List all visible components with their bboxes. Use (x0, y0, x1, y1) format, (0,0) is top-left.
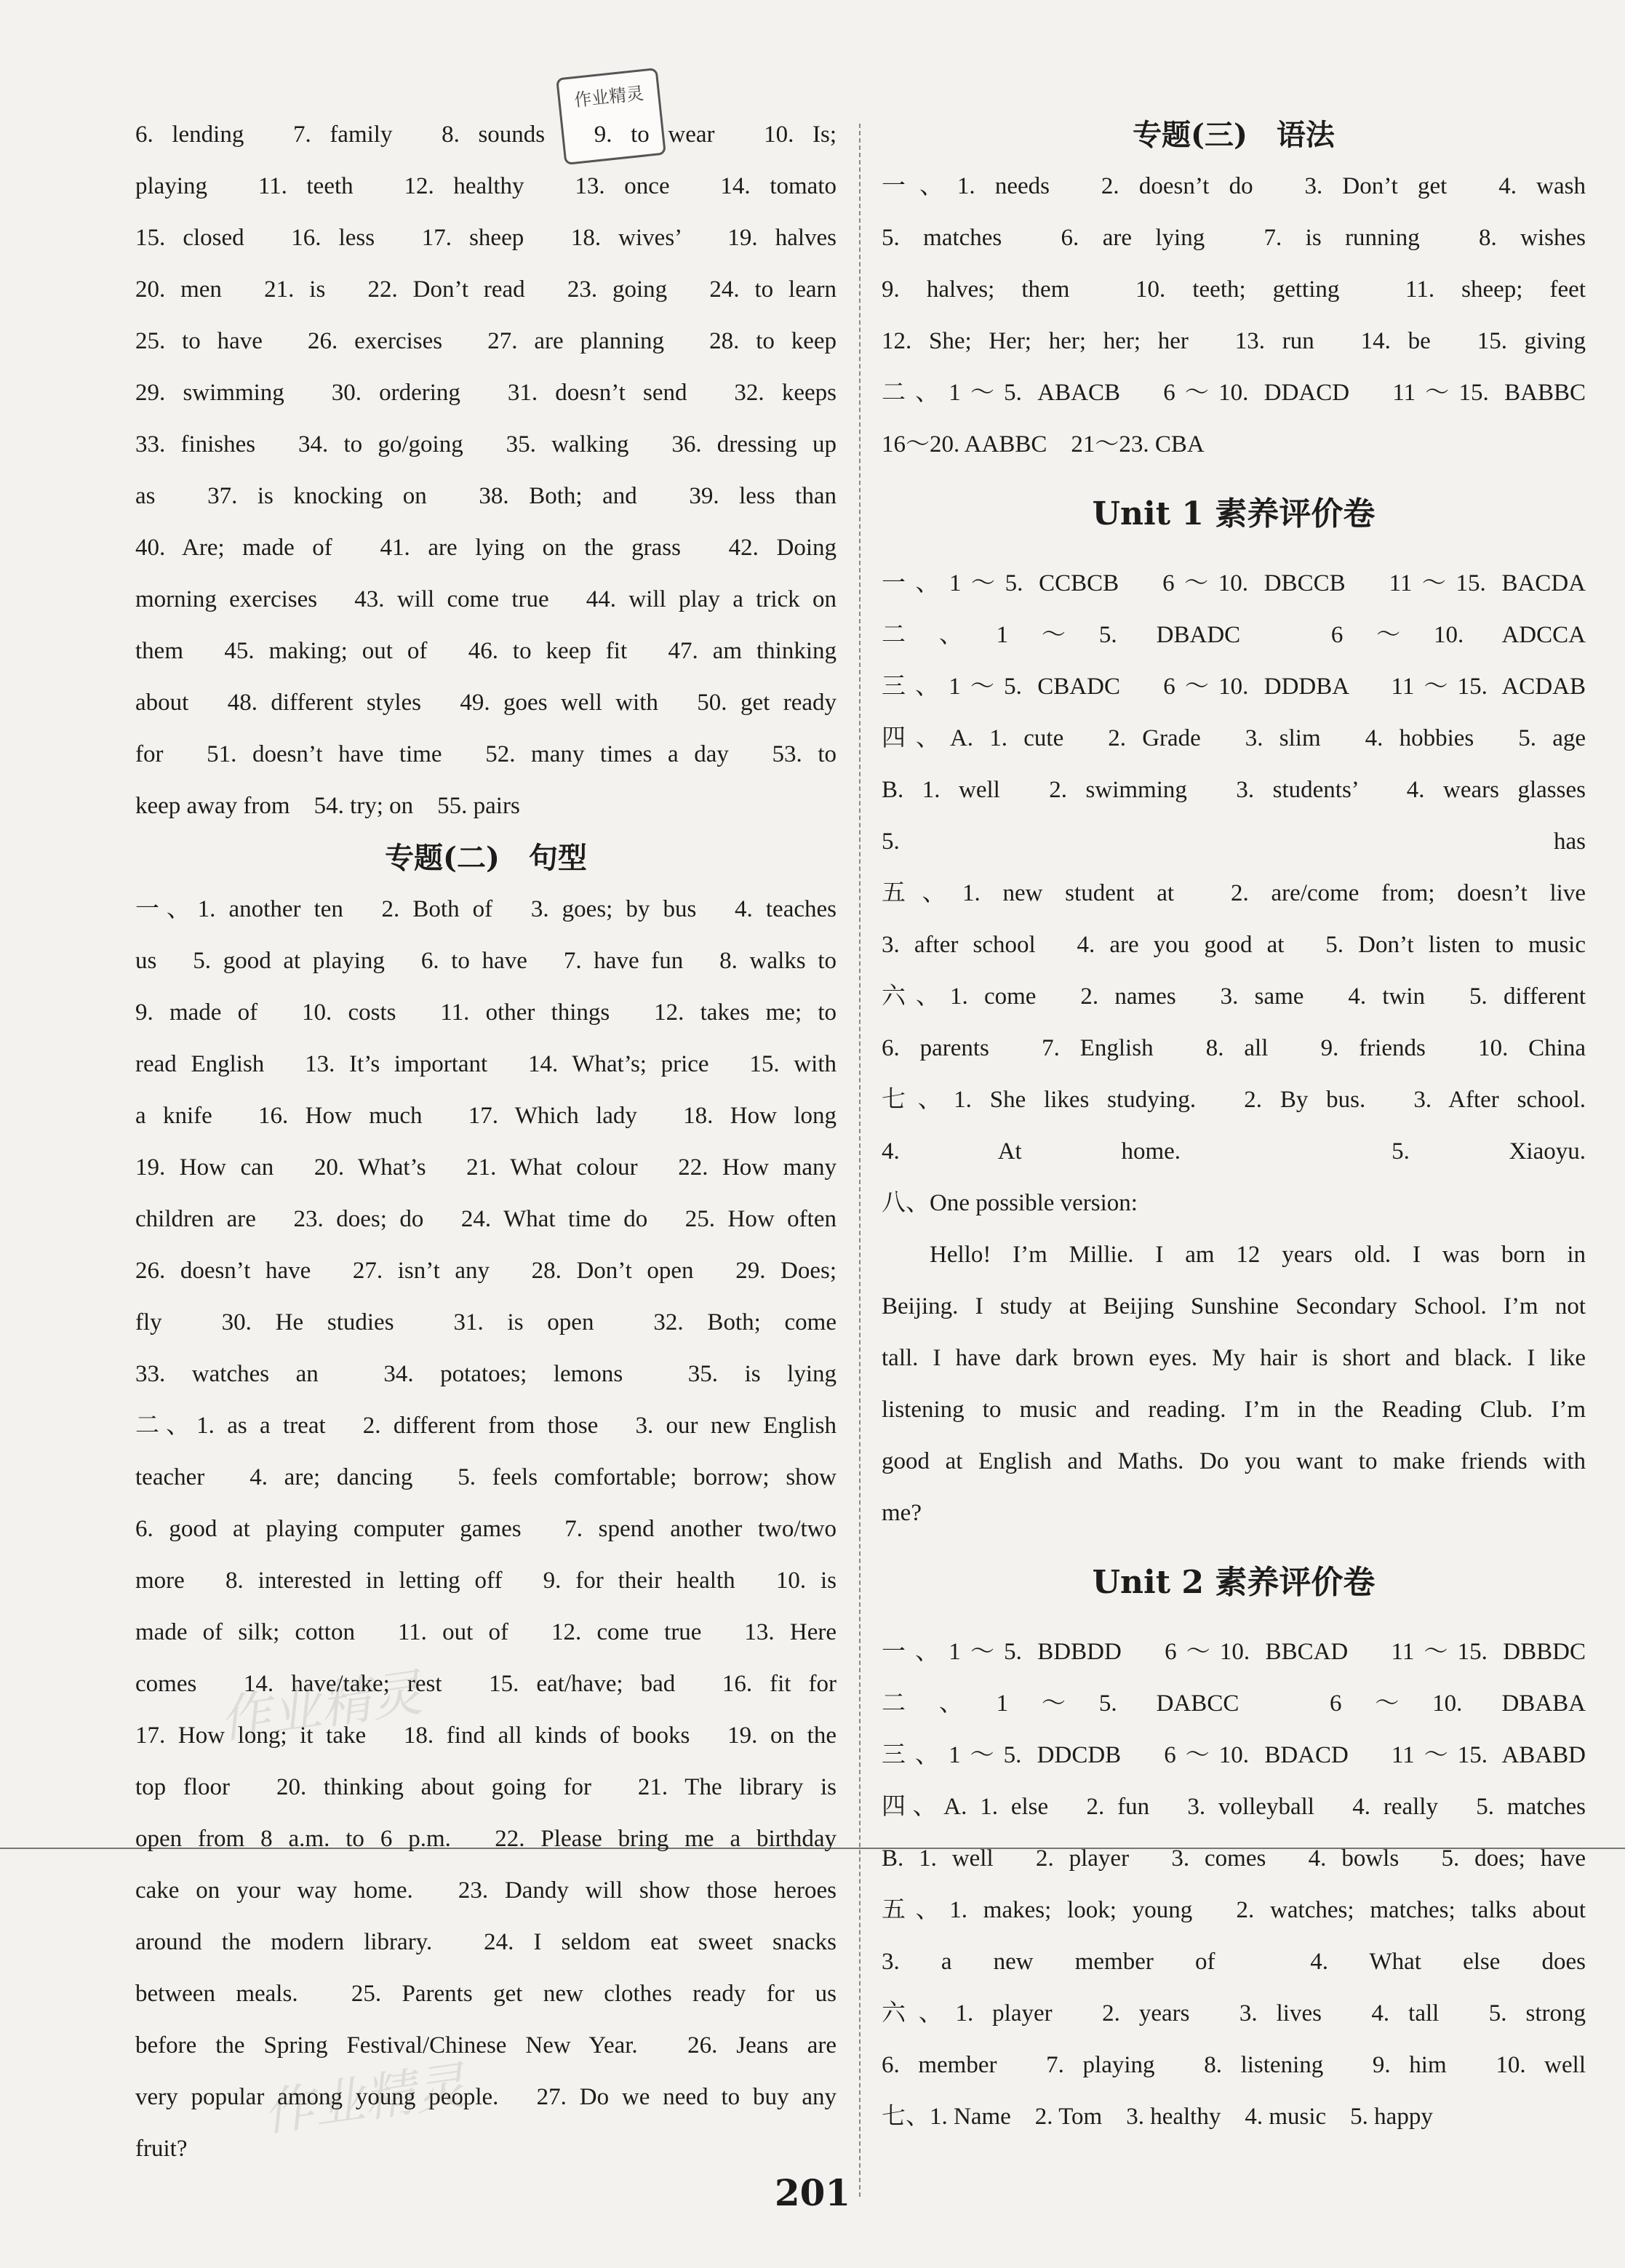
answer-line: more 8. interested in letting off 9. for their health 10. is (135, 1568, 837, 1594)
answer-line: very popular among young people. 27. Do we need to buy any (135, 2084, 837, 2110)
answer-line: read English 13. It’s important 14. What’s; price 15. with (135, 1051, 837, 1077)
answer-line: 33. watches an 34. potatoes; lemons 35. is lying (135, 1361, 837, 1387)
heading-sentence-patterns: 专题(二) 句型 (385, 841, 587, 875)
unit2-answers (882, 1626, 1586, 2143)
answer-line: 29. swimming 30. ordering 31. doesn’t send 32. keeps (135, 380, 837, 406)
page-number: 201 (774, 2171, 851, 2214)
answer-line: B. 1. well 2. player 3. comes 4. bowls 5. does; have (882, 1845, 1586, 1872)
answer-line: comes 14. have/take; rest 15. eat/have; bad 16. fit for (135, 1671, 837, 1697)
answer-line: for 51. doesn’t have time 52. many times a day 53. to (135, 741, 837, 767)
left-top-answers (135, 109, 837, 832)
unit1-answers (882, 558, 1586, 1229)
answer-line: fruit? (135, 2136, 188, 2162)
answer-line: 20. men 21. is 22. Don’t read 23. going 24. to learn (135, 276, 837, 303)
heading-grammar: 专题(三) 语法 (1133, 118, 1335, 152)
answer-line: 3. a new member of 4. What else does (882, 1949, 1586, 1975)
answer-line: 七、1. Name 2. Tom 3. healthy 4. music 5. happy (882, 2104, 1433, 2130)
answer-line: 三、1～5. DDCDB 6～10. BDACD 11～15. ABABD (882, 1742, 1586, 1768)
heading-unit2: Unit 2 素养评价卷 (1092, 1564, 1376, 1601)
watermark: 作业精灵 (215, 1662, 426, 1751)
answer-line: Beijing. I study at Beijing Sunshine Secondary School. I’m not (882, 1293, 1586, 1319)
left-bottom-answers (135, 884, 837, 2175)
answer-line: 6. good at playing computer games 7. spend another two/two (135, 1516, 837, 1542)
answer-line: Hello! I’m Millie. I am 12 years old. I was born in (930, 1242, 1586, 1268)
answer-line: 六、1. player 2. years 3. lives 4. tall 5. strong (882, 2000, 1586, 2027)
answer-line: us 5. good at playing 6. to have 7. have fun 8. walks to (135, 948, 837, 974)
answer-line: listening to music and reading. I’m in the Reading Club. I’m (882, 1397, 1586, 1423)
answer-line: 六、1. come 2. names 3. same 4. twin 5. different (882, 983, 1586, 1010)
answer-line: open from 8 a.m. to 6 p.m. 22. Please bring me a birthday (135, 1826, 837, 1852)
answer-line: 15. closed 16. less 17. sheep 18. wives’ 19. halves (135, 225, 837, 251)
answer-line: 三、1～5. CBADC 6～10. DDDBA 11～15. ACDAB (882, 674, 1586, 700)
answer-line: teacher 4. are; dancing 5. feels comfortable; borrow; show (135, 1464, 837, 1490)
answer-line: 12. She; Her; her; her; her 13. run 14. be 15. giving (882, 328, 1586, 354)
answer-line: 一、1. needs 2. doesn’t do 3. Don’t get 4. wash (882, 173, 1586, 199)
answer-line: 9. made of 10. costs 11. other things 12. takes me; to (135, 999, 837, 1026)
answer-line: them 45. making; out of 46. to keep fit 47. am thinking (135, 638, 837, 664)
answer-line: 5. has (882, 828, 1586, 855)
answer-line: 二、1～5. DBADC 6～10. ADCCA (882, 622, 1586, 648)
answer-line: 26. doesn’t have 27. isn’t any 28. Don’t open 29. Does; (135, 1258, 837, 1284)
answer-line: around the modern library. 24. I seldom eat sweet snacks (135, 1929, 837, 1955)
answer-line: B. 1. well 2. swimming 3. students’ 4. wears glasses (882, 777, 1586, 803)
answer-line: cake on your way home. 23. Dandy will show those heroes (135, 1877, 837, 1904)
answer-line: 9. halves; them 10. teeth; getting 11. sheep; feet (882, 276, 1586, 303)
answer-line: 16～20. AABBC 21～23. CBA (882, 431, 1205, 458)
answer-line: before the Spring Festival/Chinese New Year. 26. Jeans are (135, 2032, 837, 2059)
answer-line: 3. after school 4. are you good at 5. Don’t listen to music (882, 932, 1586, 958)
answer-line: between meals. 25. Parents get new clothes ready for us (135, 1981, 837, 2007)
unit1-essay (882, 1229, 1586, 1539)
column-divider (859, 124, 861, 2197)
answer-line: 四、A. 1. cute 2. Grade 3. slim 4. hobbies 5. age (882, 725, 1586, 751)
left-column (135, 109, 837, 2175)
answer-line: 40. Are; made of 41. are lying on the grass 42. Doing (135, 535, 837, 561)
answer-line: as 37. is knocking on 38. Both; and 39. less than (135, 483, 837, 509)
answer-line: 25. to have 26. exercises 27. are planning 28. to keep (135, 328, 837, 354)
answer-line: good at English and Maths. Do you want to make friends with (882, 1448, 1586, 1474)
answer-line: 6. parents 7. English 8. all 9. friends 10. China (882, 1035, 1586, 1061)
answer-line: playing 11. teeth 12. healthy 13. once 14. tomato (135, 173, 837, 199)
answer-line: 17. How long; it take 18. find all kinds of books 19. on the (135, 1722, 837, 1749)
answer-line: 一、1. another ten 2. Both of 3. goes; by bus 4. teaches (135, 896, 837, 922)
heading-unit1: Unit 1 素养评价卷 (1092, 495, 1376, 532)
answer-line: 4. At home. 5. Xiaoyu. (882, 1138, 1586, 1165)
watermark: 作业精灵 (259, 2055, 470, 2144)
answer-line: 二、1～5. ABACB 6～10. DDACD 11～15. BABBC (882, 380, 1586, 406)
answer-line: 七、1. She likes studying. 2. By bus. 3. After school. (882, 1087, 1586, 1113)
answer-line: 四、A. 1. else 2. fun 3. volleyball 4. really 5. matches (882, 1794, 1586, 1820)
answer-line: 八、One possible version: (882, 1190, 1138, 1216)
answer-line: 五、1. new student at 2. are/come from; doesn’t live (882, 880, 1586, 906)
answer-line: 二、1. as a treat 2. different from those 3. our new English (135, 1413, 837, 1439)
answer-line: made of silk; cotton 11. out of 12. come true 13. Here (135, 1619, 837, 1645)
answer-line: tall. I have dark brown eyes. My hair is short and black. I like (882, 1345, 1586, 1371)
grammar-answers (882, 161, 1586, 471)
right-column (882, 109, 1586, 2143)
answer-line: 一、1～5. BDBDD 6～10. BBCAD 11～15. DBBDC (882, 1639, 1586, 1665)
answer-line: a knife 16. How much 17. Which lady 18. How long (135, 1103, 837, 1129)
answer-line: top floor 20. thinking about going for 21. The library is (135, 1774, 837, 1800)
stamp-logo: 作业精灵 (556, 68, 666, 165)
answer-line: me? (882, 1500, 922, 1526)
answer-line: 二、1～5. DABCC 6～10. DBABA (882, 1690, 1586, 1717)
answer-line: 6. lending 7. family 8. sounds 9. to wear 10. Is; (135, 121, 837, 148)
answer-line: 五、1. makes; look; young 2. watches; matches; talks about (882, 1897, 1586, 1923)
answer-line: children are 23. does; do 24. What time do 25. How often (135, 1206, 837, 1232)
answer-line: keep away from 54. try; on 55. pairs (135, 793, 520, 819)
answer-line: about 48. different styles 49. goes well with 50. get ready (135, 690, 837, 716)
answer-line: morning exercises 43. will come true 44. will play a trick on (135, 586, 837, 612)
answer-line: 33. finishes 34. to go/going 35. walking 36. dressing up (135, 431, 837, 458)
answer-line: 5. matches 6. are lying 7. is running 8. wishes (882, 225, 1586, 251)
answer-line: fly 30. He studies 31. is open 32. Both; come (135, 1309, 837, 1335)
answer-line: 一、1～5. CCBCB 6～10. DBCCB 11～15. BACDA (882, 570, 1586, 596)
answer-line: 19. How can 20. What’s 21. What colour 22. How many (135, 1154, 837, 1181)
answer-line: 6. member 7. playing 8. listening 9. him 10. well (882, 2052, 1586, 2078)
